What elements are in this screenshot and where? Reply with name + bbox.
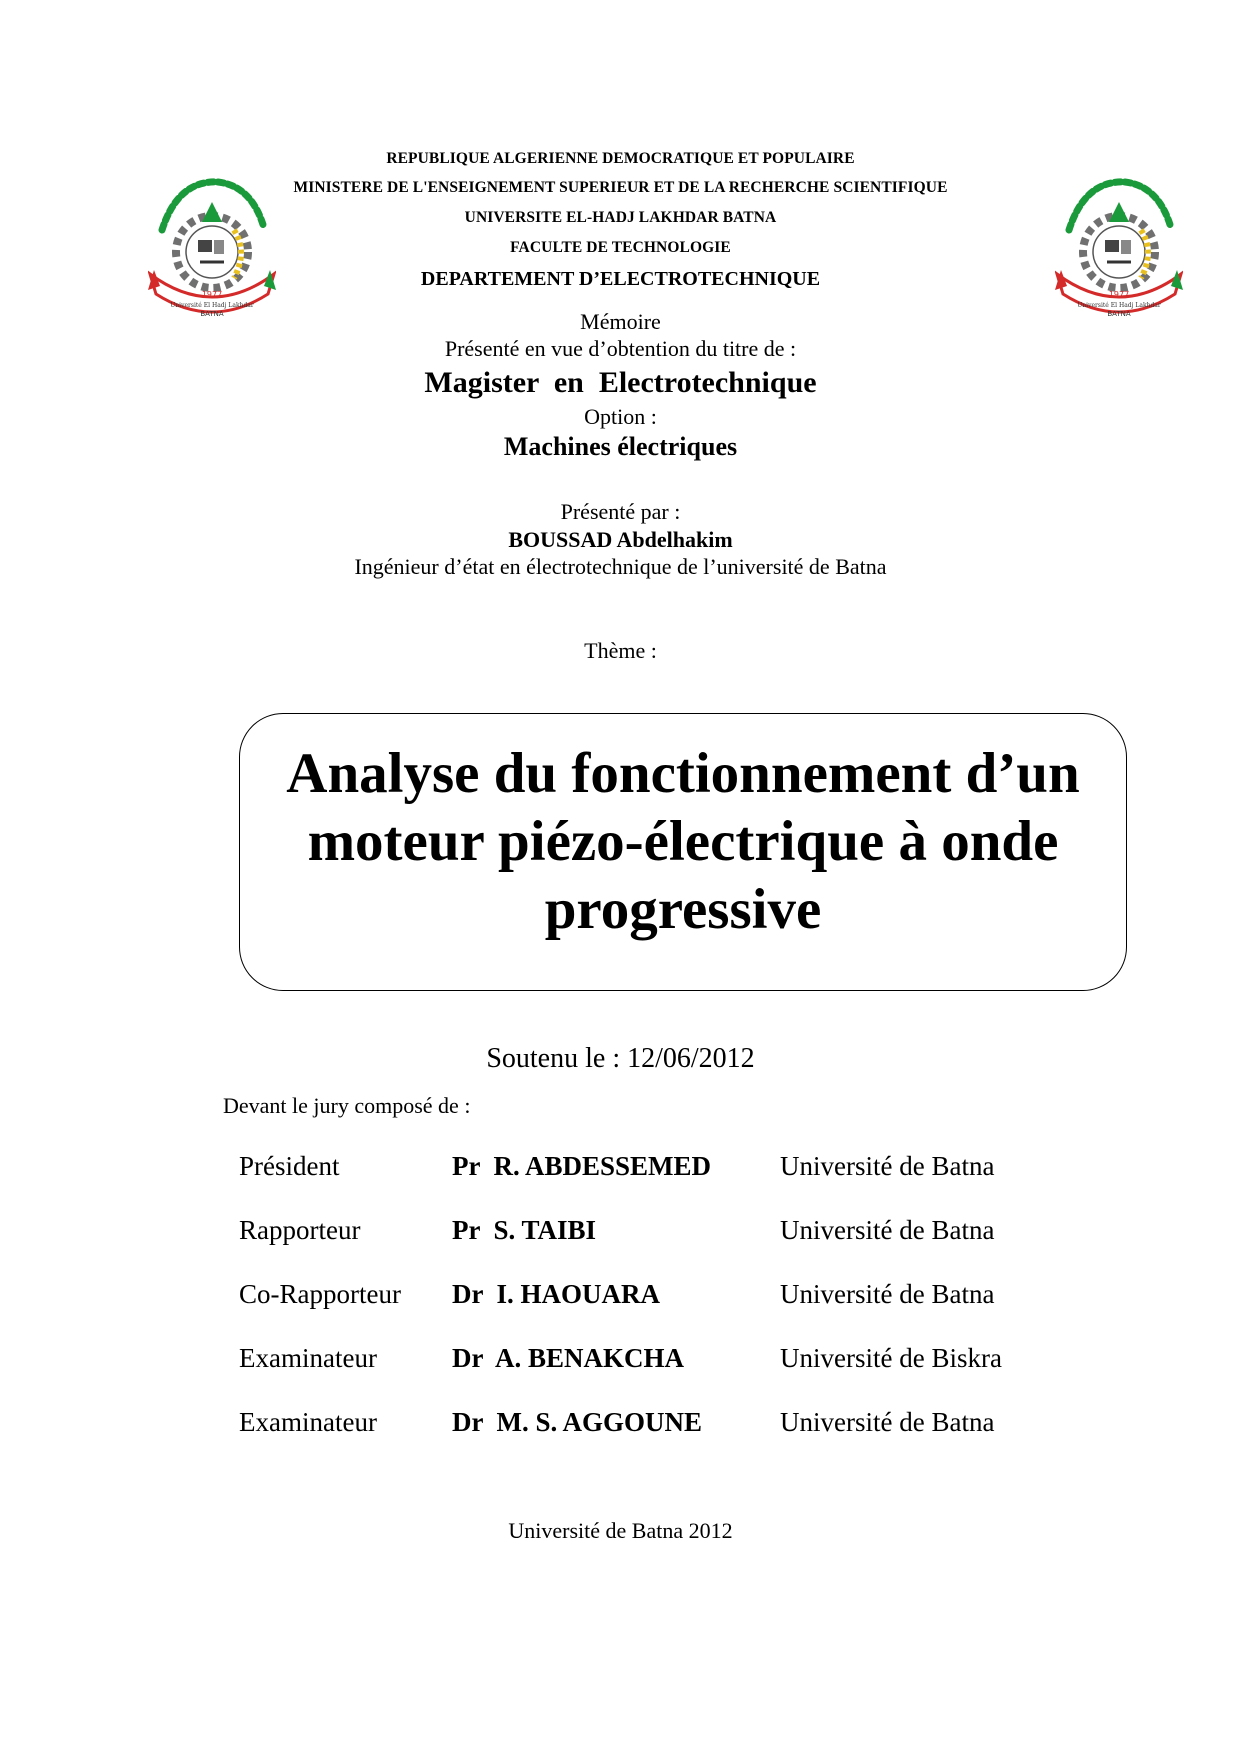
header-department: DEPARTEMENT D’ELECTROTECHNIQUE [420,268,821,290]
jury-role: Rapporteur [239,1215,361,1245]
option-label: Option : [584,404,657,429]
header-ministry: MINISTERE DE L'ENSEIGNEMENT SUPERIEUR ET DE LA RECHERCHE SCIENTIFIQUE [293,179,948,196]
memoire-presented-for: Présenté en vue d’obtention du titre de : [444,336,797,361]
jury-university: Université de Biskra [780,1343,1002,1373]
jury-name: Dr I. HAOUARA [452,1279,660,1309]
jury-university: Université de Batna [780,1151,995,1181]
theme-label: Thème : [584,638,657,663]
footer-university-year: Université de Batna 2012 [508,1518,733,1543]
memoire-label: Mémoire [580,309,661,334]
logo-year: 1977 [1108,290,1130,299]
jury-role: Co-Rapporteur [239,1279,401,1309]
thesis-title-line-2: moteur piézo-électrique à onde [307,810,1059,873]
logo-ribbon-text: Université El Hadj Lakhdar [1077,302,1161,309]
header-republic: REPUBLIQUE ALGERIENNE DEMOCRATIQUE ET POPULAIRE [386,150,855,167]
jury-name: Pr S. TAIBI [452,1215,597,1245]
thesis-title [240,740,1126,944]
thesis-title-line-3: progressive [544,878,822,941]
jury-name: Dr A. BENAKCHA [452,1343,685,1373]
jury-university: Université de Batna [780,1407,995,1437]
thesis-title-box [239,713,1127,991]
header-university: UNIVERSITE EL-HADJ LAKHDAR BATNA [464,209,777,226]
presented-by-label: Présenté par : [560,499,681,524]
logo-city: BATNA [200,310,224,318]
degree-title: Magister en Electrotechnique [424,366,817,399]
jury-role: Président [239,1151,340,1181]
option-value: Machines électriques [503,432,738,461]
thesis-title-line-1: Analyse du fonctionnement d’un [286,742,1080,805]
jury-role: Examinateur [239,1407,377,1437]
header-faculty: FACULTE DE TECHNOLOGIE [510,239,731,256]
logo-ribbon-text: Université El Hadj Lakhdar [170,302,254,309]
jury-university: Université de Batna [780,1279,995,1309]
logo-city: BATNA [1107,310,1131,318]
defense-date: Soutenu le : 12/06/2012 [486,1043,755,1074]
jury-name: Pr R. ABDESSEMED [452,1151,712,1181]
author-title: Ingénieur d’état en électrotechnique de l’université de Batna [354,554,887,579]
author-name: BOUSSAD Abdelhakim [508,527,733,552]
jury-role: Examinateur [239,1343,377,1373]
jury-name: Dr M. S. AGGOUNE [452,1407,703,1437]
jury-intro: Devant le jury composé de : [223,1093,471,1118]
logo-year: 1977 [201,290,223,299]
jury-university: Université de Batna [780,1215,995,1245]
